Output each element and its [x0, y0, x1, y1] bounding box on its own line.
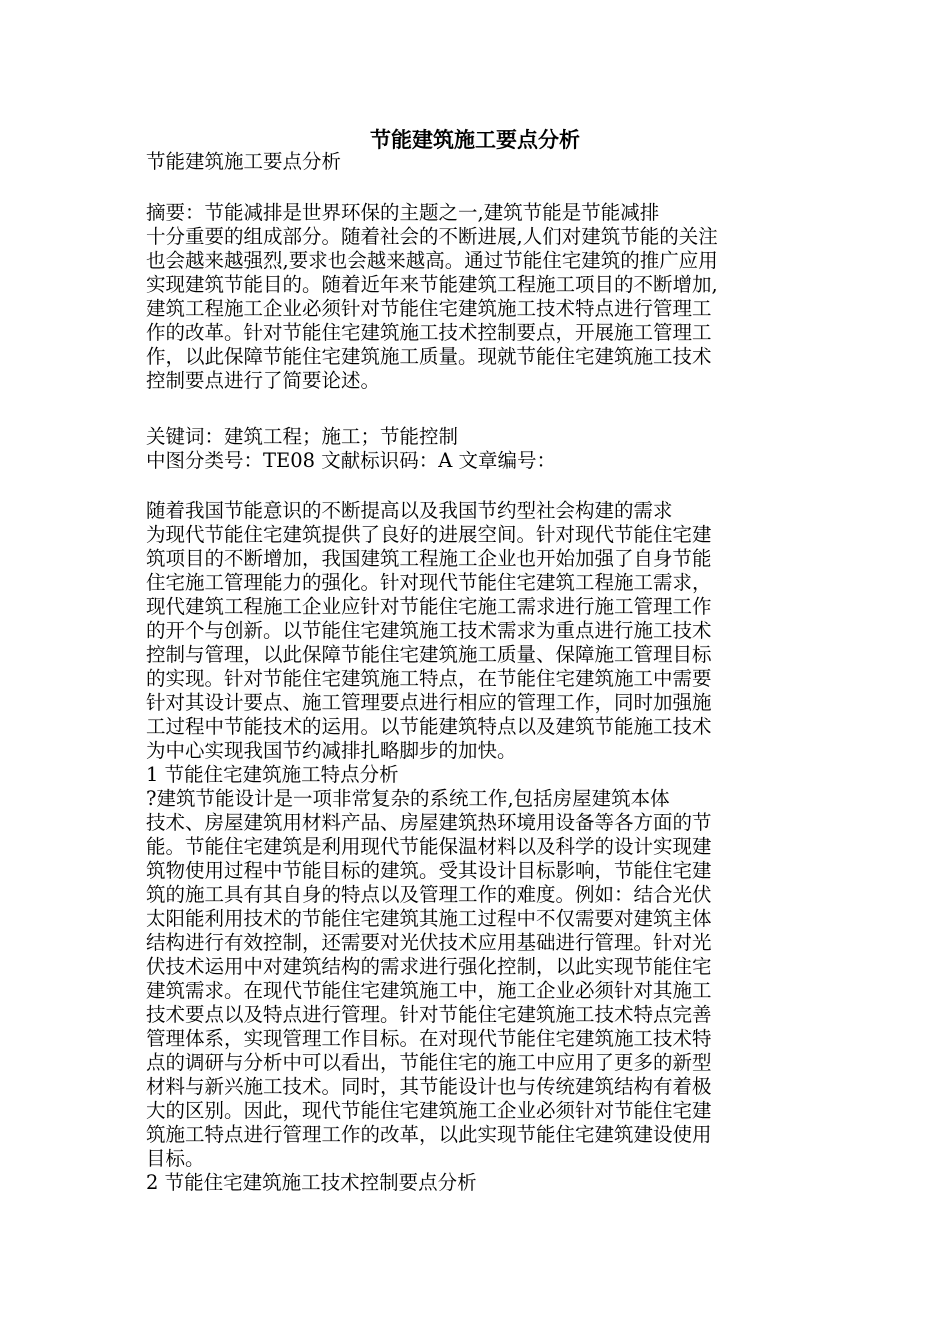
body-line: 太阳能利用技术的节能住宅建筑其施工过程中不仅需要对建筑主体: [146, 907, 712, 930]
body-line: 结构进行有效控制，还需要对光伏技术应用基础进行管理。针对光: [146, 931, 712, 954]
body-line: 控制与管理，以此保障节能住宅建筑施工质量、保障施工管理目标: [146, 643, 712, 666]
body-line: 大的区别。因此，现代节能住宅建筑施工企业必须针对节能住宅建: [146, 1099, 712, 1122]
body-line: 的开个与创新。以节能住宅建筑施工技术需求为重点进行施工技术: [146, 619, 712, 642]
section-heading: 2 节能住宅建筑施工技术控制要点分析: [146, 1171, 477, 1194]
document-title: 节能建筑施工要点分析: [370, 127, 580, 152]
body-line: 材料与新兴施工技术。同时，其节能设计也与传统建筑结构有着极: [146, 1075, 712, 1098]
body-line: 工过程中节能技术的运用。以节能建筑特点以及建筑节能施工技术: [146, 715, 712, 738]
body-line: 随着我国节能意识的不断提高以及我国节约型社会构建的需求: [146, 499, 673, 522]
body-line: 目标。: [146, 1147, 205, 1170]
abstract-line: 也会越来越强烈,要求也会越来越高。通过节能住宅建筑的推广应用: [146, 249, 718, 272]
keywords-line: 关键词：建筑工程；施工；节能控制: [146, 425, 459, 448]
body-line: 伏技术运用中对建筑结构的需求进行强化控制，以此实现节能住宅: [146, 955, 712, 978]
section-heading: 1 节能住宅建筑施工特点分析: [146, 763, 399, 786]
abstract-line: 作，以此保障节能住宅建筑施工质量。现就节能住宅建筑施工技术: [146, 345, 712, 368]
body-line: 针对其设计要点、施工管理要点进行相应的管理工作，同时加强施: [146, 691, 712, 714]
classification-line: 中图分类号：TE08 文献标识码：A 文章编号：: [146, 449, 557, 472]
abstract-line: 实现建筑节能目的。随着近年来节能建筑工程施工项目的不断增加,: [146, 273, 718, 296]
body-line: 住宅施工管理能力的强化。针对现代节能住宅建筑工程施工需求，: [146, 571, 712, 594]
body-line: 筑的施工具有其自身的特点以及管理工作的难度。例如：结合光伏: [146, 883, 712, 906]
body-line: 筑项目的不断增加，我国建筑工程施工企业也开始加强了自身节能: [146, 547, 712, 570]
abstract-line: 摘要：节能减排是世界环保的主题之一,建筑节能是节能减排: [146, 201, 660, 224]
body-line: ?建筑节能设计是一项非常复杂的系统工作,包括房屋建筑本体: [146, 787, 670, 810]
body-line: 管理体系，实现管理工作目标。在对现代节能住宅建筑施工技术特: [146, 1027, 712, 1050]
body-line: 的实现。针对节能住宅建筑施工特点，在节能住宅建筑施工中需要: [146, 667, 712, 690]
body-line: 能。节能住宅建筑是利用现代节能保温材料以及科学的设计实现建: [146, 835, 712, 858]
body-line: 现代建筑工程施工企业应针对节能住宅施工需求进行施工管理工作: [146, 595, 712, 618]
body-line: 技术要点以及特点进行管理。针对节能住宅建筑施工技术特点完善: [146, 1003, 712, 1026]
body-line: 筑物使用过程中节能目标的建筑。受其设计目标影响，节能住宅建: [146, 859, 712, 882]
body-line: 为中心实现我国节约减排扎略脚步的加快。: [146, 739, 517, 762]
abstract-line: 十分重要的组成部分。随着社会的不断进展,人们对建筑节能的关注: [146, 225, 718, 248]
body-line: 点的调研与分析中可以看出，节能住宅的施工中应用了更多的新型: [146, 1051, 712, 1074]
body-line: 建筑需求。在现代节能住宅建筑施工中，施工企业必须针对其施工: [146, 979, 712, 1002]
body-line: 技术、房屋建筑用材料产品、房屋建筑热环境用设备等各方面的节: [146, 811, 712, 834]
body-line: 为现代节能住宅建筑提供了良好的进展空间。针对现代节能住宅建: [146, 523, 712, 546]
document-subtitle: 节能建筑施工要点分析: [146, 150, 342, 173]
abstract-line: 作的改革。针对节能住宅建筑施工技术控制要点，开展施工管理工: [146, 321, 712, 344]
abstract-line: 建筑工程施工企业必须针对节能住宅建筑施工技术特点进行管理工: [146, 297, 712, 320]
abstract-line: 控制要点进行了简要论述。: [146, 369, 381, 392]
body-line: 筑施工特点进行管理工作的改革，以此实现节能住宅建筑建设使用: [146, 1123, 712, 1146]
